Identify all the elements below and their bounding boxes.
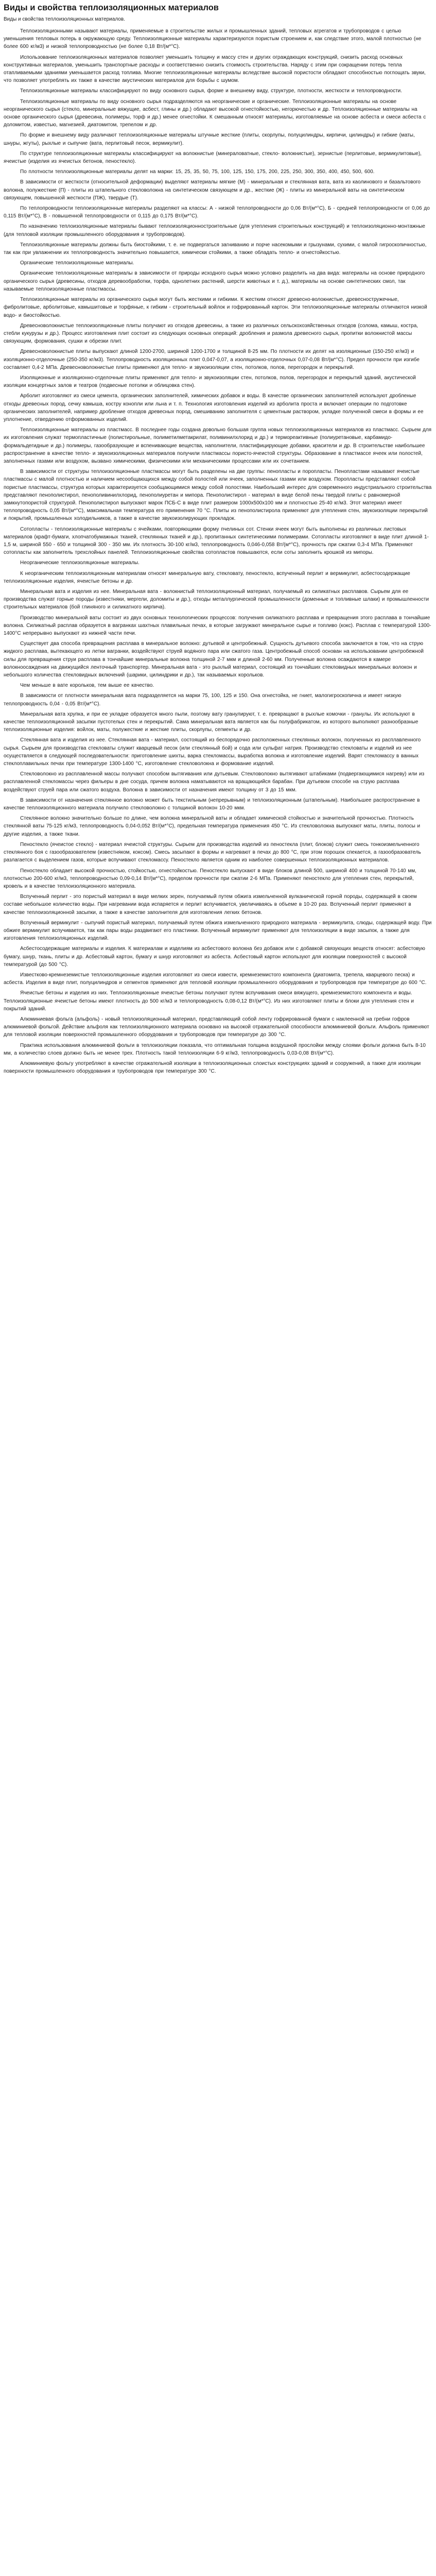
article-paragraph: Стеклянное волокно значительно больше по длине, чем волокна минеральной ваты и обладает химической стойкостью и значительной прочностью. Плотность стеклянной ваты 75-125 кг/м3, теплопроводность 0,04-0,052 Вт/(м*°С), предельная температура применения 450 °С. Из стекловолокна выпускают маты, плиты, полосы и другие изделия, а также ткани.: [4, 816, 421, 837]
article-paragraph: В зависимости от жесткости (относительной деформации) выделяют материалы мягкие (М) - минеральная и стеклянная вата, вата из каолинового и базальтового волокна, полужесткие (П) - плиты из штапельного стекловолокна на синтетическом связующем и др., жесткие (Ж) - плиты из минеральной ваты на синтетическом связующем, повышенной жесткости (ПЖ), твердые (Т).: [4, 179, 421, 201]
article-paragraph: Стеклянная вата и изделия из нее. Стеклянная вата - материал, состоящий из беспорядочно расположенных стеклянных волокон, полученных из расплавленного сырья. Сырьем для производства стекловаты служит кварцевый песок (или стеклянный бой) и сода или сульфат натрия. Производство стекловаты и изделий из нее осуществляется в следующей последовательности: приготовление шихты, варка стекломассы, выработка волокна и изготовление изделий. Варят стекломассу в ванных стеклоплавильных печах при температуре 1300-1400 °С, изготовление стекловолокна и формование изделий.: [4, 737, 421, 767]
article-paragraph: Теплоизоляционные материалы должны быть биостойкими, т. е. не подвергаться загниванию и порче насекомыми и грызунами, сухими, с малой гигроскопичностью, так как при увлажнении их теплопроводность значительно повышается, химически стойкими, а также обладать тепло- и огнестойкостью.: [4, 242, 427, 256]
article-paragraph: По форме и внешнему виду различают теплоизоляционные материалы штучные жесткие (плиты, скорлупы, полуцилиндры, кирпичи, цилиндры) и гибкие (маты, шнуры, жгуты), рыхлые и сыпучие (вата, перлитовый песок, вермикулит).: [4, 132, 415, 146]
article-paragraph: Существует два способа превращения расплава в минеральное волокно: дутьевой и центробежный. Сущность дутьевого способа заключается в том, что на струю жидкого расплава, вытекающего из летки вагранки, воздействуют струей водяного пара или сжатого газа. Центробежный способ основан на использовании центробежной силы для превращения струи расплава в тончайшие минеральные волокна толщиной 2-7 мкм и длиной 2-60 мм. Полученные волокна осаждаются в камере волокноосаждения на движущийся ленточный транспортер. Минеральная вата - это рыхлый материал, состоящий из тончайших стекловидных минеральных волокон и небольшого количества стекловидных включений (шарики, цилиндрики и др.), так называемых корольков.: [4, 641, 424, 679]
article-paragraph: Теплоизоляционные материалы классифицируют по виду основного сырья, форме и внешнему виду, структуре, плотности, жесткости и теплопроводности.: [20, 88, 403, 94]
article-paragraph: Алюминиевую фольгу употребляют в качестве отражательной изоляции в теплоизоляционных слоистых конструкциях зданий и сооружений, а также для изоляции поверхности промышленного оборудования и трубопроводов при температуре 300 °С.: [4, 1060, 421, 1075]
article-paragraph: В зависимости от плотности минеральная вата подразделяется на марки 75, 100, 125 и 150. Она огнестойка, не гниет, малогигроскопична и имеет низкую теплопроводность 0,04 - 0,05 Вт/(м*°С).: [4, 693, 402, 707]
article-paragraph: Производство минеральной ваты состоит из двух основных технологических процессов: получения силикатного расплава и превращения этого расплава в тончайшие волокна. Силикатный расплав образуется в вагранках шахтных плавильных печах, в которые загружают минеральное сырье и топливо (кокс). Расплав с температурой 1300-1400°С непрерывно выпускают из нижней части печи.: [4, 615, 431, 637]
article-paragraph: Неорганические теплоизоляционные материалы.: [20, 560, 139, 566]
article-paragraph: Известково-кремнеземистые теплоизоляционные изделия изготовляют из смеси извести, кремнеземистого компонента (диатомита, трепела, кварцевого песка) и асбеста. Изделия в виде плит, полуцилиндров и сегментов применяют для тепловой изоляции промышленного оборудования и трубопроводов при температуре до 600 °С.: [4, 972, 427, 986]
article-paragraph: Теплоизоляционные материалы из пластмасс. В последнее годы создана довольно большая группа новых теплоизоляционных материалов из пластмасс. Сырьем для их изготовления служат термопластичные (полистирольные, полиметилметакрилат, поливинилхлорид и др.) и термореактивные (полиуретановые, карбамидо-формальдегидные и др.) полимеры, газообразующие и вспенивающие вещества, наполнители, пластифицирующие добавки, красители и др. В строительстве наибольшее распространение в качестве тепло- и звукоизоляционных материалов получили пластмассы пористо-ячеистой структуры. Образование в пластмассе ячеек или полостей, заполненных газами или воздухом, вызвано химическими, физическими или механическими процессами или их сочетанием.: [4, 427, 432, 464]
article-paragraph: Теплоизоляционные материалы по виду основного сырья подразделяются на неорганические и органические. Теплоизоляционные материалы на основе неорганического сырья (стекло, минеральные вяжущие, асбест, глины и др.) обладают высокой огнестойкостью, негорючестью и др. Теплоизоляционные материалы на основе органического сырья (древесина, полимеры, торф и др.) менее огнестойки. К смешанным относят материалы, изготовляемые на основе асбеста и смеси асбеста с доломитом, известью, магнезией, диатомитом, трепелом и др.: [4, 98, 426, 128]
article-paragraph: Минеральная вата хрупка, и при ее укладке образуется много пыли, поэтому вату гранулируют, т. е. превращают в рыхлые комочки - гранулы. Их используют в качестве теплоизоляционной засыпки пустотелых стен и перекрытий. Сама минеральная вата является как бы полуфабрикатом, из которого выполняют разнообразные теплоизоляционные изделия: войлок, маты, полужесткие и жесткие плиты, скорлупы, сегменты и др.: [4, 711, 418, 733]
article: [0, 0, 436, 1081]
article-paragraph: Органические теплоизоляционные материалы в зависимости от природы исходного сырья можно условно разделить на два вида: материалы на основе природного органического сырья (древесины, отходов деревообработки, торфа, однолетних растений, шерсти животных и т. д.), материалы на основе синтетических смол, так называемые теплоизоляционные пластмассы.: [4, 270, 425, 292]
article-paragraph: Сотопласты - теплоизоляционные материалы с ячейками, повторяющими форму пчелиных сот. Стенки ячеек могут быть выполнены из различных листовых материалов (крафт-бумаги, хлопчатобумажных тканей, стеклянных тканей и др.), пропитанных синтетическими полимерами. Сотопласты изготовляют в виде плит длиной 1-1,5 м, шириной 550 - 650 и толщиной 300 - 350 мм. Их плотность 30-100 кг/м3, теплопроводность 0,046-0,058 Вт/(м*°С), прочность при сжатии 0,3-4 МПа. Применяют сотопласты как заполнитель трехслойных панелей. Теплоизоляционные свойства сотопластов повышаются, если соты заполнить крошкой из мипоры.: [4, 526, 429, 556]
article-paragraph: Использование теплоизоляционных материалов позволяет уменьшить толщину и массу стен и других ограждающих конструкций, снизить расход основных конструктивных материалов, уменьшить транспортные расходы и соответственно снизить стоимость строительства. Наряду с этим при сокращении потерь тепла отапливаемыми зданиями уменьшается расход топлива. Многие теплоизоляционные материалы вследствие высокой пористости обладают способностью поглощать звуки, что позволяет употреблять их также в качестве акустических материалов для борьбы с шумом.: [4, 54, 426, 84]
article-paragraph: Вспученный вермикулит - сыпучий пористый материал, получаемый путем обжига измельченного природного материала - вермикулита, слюды, содержащей воду. При обжиге вермикулит вспучивается, так как пары воды раздвигают его пластинки. Вспученный вермикулит применяют для теплоизоляции в виде засыпок, а также для изготовления теплоизоляционных изделий.: [4, 920, 432, 942]
article-paragraph: К неорганическим теплоизоляционным материалам относят минеральную вату, стекловату, пеностекло, вспученный перлит и вермикулит, асбестосодержащие теплоизоляционные изделия, ячеистые бетоны и др.: [4, 570, 410, 584]
article-paragraph: Теплоизоляционные материалы из органического сырья могут быть жесткими и гибкими. К жестким относят древесно-волокнистые, древесностружечные, фибролитовые, арболитовые, камышитовые и торфяные, к гибким - строительный войлок и гофрированный картон. Эти теплоизоляционные материалы отличаются низкой водо- и биостойкостью.: [4, 297, 427, 318]
article-paragraph: Древесноволокнистые теплоизоляционные плиты получают из отходов древесины, а также из различных сельскохозяйственных отходов (солома, камыш, костра, стебли кукурузы и др.). Процесс изготовления плит состоит из следующих основных операций: дробления и размола древесного сырья, пропитки волокнистой массы связующим, формования, сушки и обрезки плит.: [4, 323, 418, 345]
article-paragraph: По структуре теплоизоляционные материалы классифицируют на волокнистые (минераловатные, стекло- волокнистые), зернистые (перлитовые, вермикулитовые), ячеистые (изделия из ячеистых бетонов, пеностекло).: [4, 150, 422, 165]
article-title: Виды и свойства теплоизоляционных материалов: [4, 3, 219, 12]
article-paragraph: Изоляционные и изоляционно-отделочные плиты применяют для тепло- и звукоизоляции стен, потолков, полов, перегородок и перекрытий зданий, акустической изоляции концертных залов и театров (подвесные потолки и облицовка стен).: [4, 375, 416, 389]
article-body: [4, 27, 432, 1075]
article-paragraph: Асбестосодержащие материалы и изделия. К материалам и изделиям из асбестового волокна без добавок или с добавкой связующих веществ относят: асбестовую бумагу, шнур, ткань, плиты и др. Асбестовый картон, бумагу и шнур изготовляют из асбеста. Асбестовый картон используют для изоляции поверхностей с высокой температурой (до 500 °С).: [4, 946, 425, 968]
article-paragraph: Пеностекло (ячеистое стекло) - материал ячеистой структуры. Сырьем для производства изделий из пеностекла (плит, блоков) служит смесь тонкоизмельченного стеклянного боя с газообразователем (известняком, коксом). Смесь засыпают в формы и нагревают в печах до 800 °С, при этом порошок спекается, а газообразователь разлагается с выделением газов, которые вспучивают стекломассу. Пеностекло является одним из наиболее совершенных теплоизоляционных материалов.: [4, 841, 421, 863]
article-paragraph: По теплопроводности теплоизоляционные материалы разделяют на классы: А - низкой теплопроводности до 0,06 Вт/(м*°С), Б - средней теплопроводности от 0,06 до 0,115 Вт/(м*°С), В - повышенной теплопроводности от 0,115 до 0,175 Вт/(м*°С).: [4, 206, 430, 219]
article-paragraph: По назначению теплоизоляционные материалы бывают теплоизоляционностроительные (для утепления строительных конструкций) и теплоизоляционно-монтажные (для тепловой изоляции промышленного оборудования и трубопроводов).: [4, 224, 425, 238]
article-paragraph: Теплоизоляционными называют материалы, применяемые в строительстве жилых и промышленных зданий, тепловых агрегатов и трубопроводов с целью уменьшения тепловых потерь в окружающую среду. Теплоизоляционные материалы характеризуются пористым строением и, как следствие этого, малой плотностью (не более 600 кг/м3) и низкой теплопроводностью (не более 0,18 Вт/(м*°С).: [4, 28, 422, 50]
article-paragraph: Стекловолокно из расплавленной массы получают способом вытягивания или дутьевым. Стекловолокно вытягивают штабиками (подвергающимися нагреву) или из расплавленной стекломассы через фильеры в дне сосуда, причем волокна наматываются на вращающийся барабан. При дутьевом способе на струю расплава воздействуют струей пара или сжатого воздуха. Волокна в зависимости от назначения имеют толщину от 3 до 15 мкм.: [4, 771, 425, 793]
article-subtitle: Виды и свойства теплоизоляционных материалов.: [4, 16, 125, 22]
article-paragraph: Пеностекло обладает высокой прочностью, стойкостью, огнестойкостью. Пеностекло выпускают в виде блоков длиной 500, шириной 400 и толщиной 70-140 мм, плотностью 200-600 кг/м3, теплопроводностью 0,09-0,14 Вт/(м*°С), пределом прочности при сжатии 2-6 МПа. Применяют пеностекло для утепления стен, перекрытий, кровель и в качестве теплоизоляционного материала.: [4, 868, 416, 889]
article-paragraph: Минеральная вата и изделия из нее. Минеральная вата - волокнистый теплоизоляционный материал, получаемый из силикатных расплавов. Сырьем для ее производства служат горные породы (известняки, мергели, доломиты и др.), отходы металлургической промышленности (доменные и топливные шлаки) и промышленности строительных материалов (бой глиняного и силикатного кирпича).: [4, 589, 429, 611]
article-paragraph: Алюминиевая фольга (альфоль) - новый теплоизоляционный материал, представляющий собой ленту гофрированной бумаги с наклеенной на гребни гофров алюминиевой фольгой. Действие альфоля как теплоизоляционного материала основано на высокой отражательной способности алюминиевой фольги. Альфоль применяют для тепловой изоляции поверхностей промышленного оборудования и трубопроводов при температуре до 300 °С.: [4, 1016, 429, 1038]
article-paragraph: Чем меньше в вате корольков, тем выше ее качество.: [20, 683, 154, 689]
article-paragraph: Органические теплоизоляционные материалы.: [20, 260, 134, 266]
article-paragraph: В зависимости от структуры теплоизоляционные пластмассы могут быть разделены на две группы: пенопласты и поропласты. Пенопластами называют ячеистые пластмассы с малой плотностью и наличием несообщающихся между собой полостей или ячеек, заполненных газами или воздухом. Поропласты представляют собой пористые пластмассы, структура которых характеризуется сообщающимися между собой полостями. Наибольший интерес для современного индустриального строительства представляют пенополистирол, пенополивинилхлорид, пенополиуретан и мипора. Пенополистирол - материал в виде белой пены твердой плиты с равномерной замкнутопористой структурой. Пенополистирол выпускают марок ПСБ-С в виде плит размером 1000х500х100 мм и плотностью 25-40 кг/м3. Этот материал имеет теплопроводность 0,05 Вт/(м*°С), максимальная температура его применения 70 °С. Плиты из пенополистирола применяют для утепления стен, звукоизоляции перекрытий и покрытий, промышленных холодильников, а также в качестве звукоизолирующих прокладок.: [4, 469, 432, 522]
article-paragraph: В зависимости от назначения стеклянное волокно может быть текстильным (непрерывным) и теплоизоляционным (штапельным). Наибольшее распространение в качестве теплоизоляционного материала получило стекловолокно с толщиной волокон 10-20 мкм.: [4, 797, 420, 811]
article-paragraph: По плотности теплоизоляционные материалы делят на марки: 15, 25, 35, 50, 75, 100, 125, 150, 175, 200, 225, 250, 300, 350, 400, 450, 500, 600.: [20, 169, 375, 175]
article-paragraph: Ячеистые бетоны и изделия из них. Теплоизоляционные ячеистые бетоны получают путем вспучивания смеси вяжущего, кремнеземистого компонента и воды. Теплоизоляционные ячеистые бетоны имеют плотность до 500 кг/м3 и теплопроводность 0,08-0,12 Вт/(м*°С). Из них изготовляют плиты и блоки для утепления стен и покрытий зданий.: [4, 990, 414, 1012]
article-paragraph: Арболит изготовляют из смеси цемента, органических заполнителей, химических добавок и воды. В качестве органических заполнителей используют дробленые отходы древесных пород, сечку камыша, костру конопли или льна и т. п. Технология изготовления изделий из арболита проста и включает операции по подготовке органических заполнителей, например дробление отходов древесных пород, смешиванию заполнителя с цементным раствором, укладке полученной смеси в формы и ее уплотнение, отвердению отформованных изделий.: [4, 393, 424, 422]
article-paragraph: Практика использования алюминиевой фольги в теплоизоляции показала, что оптимальная толщина воздушной прослойки между слоями фольги должна быть 8-10 мм, а количество слоев должно быть не менее трех. Плотность такой теплоизоляции 6-9 кг/м3, теплопроводность 0,03-0,08 Вт/(м*°С).: [4, 1042, 426, 1056]
article-paragraph: Вспученный перлит - это пористый материал в виде мелких зерен, получаемый путем обжига измельченной вулканической горной породы, содержащей в своем составе небольшое количество воды. При нагревании вода испаряется и перлит вспучивается, увеличиваясь в объеме в 10-20 раз. Вспученный перлит применяют в качестве теплоизоляционной засыпки, а также в качестве заполнителя для изготовления легких бетонов.: [4, 894, 417, 916]
article-paragraph: Древесноволокнистые плиты выпускают длиной 1200-2700, шириной 1200-1700 и толщиной 8-25 мм. По плотности их делят на изоляционные (150-250 кг/м3) и изоляционно-отделочные (250-350 кг/м3). Теплопроводность изоляционных плит 0,047-0,07, а изоляционно-отделочных 0,07-0,08 Вт/(м*°С). Предел прочности при изгибе составляет 0,4-2 МПа. Древесноволокнистые плиты применяют для тепло- и звукоизоляции стен, потолков, полов, перегородок и перекрытий.: [4, 349, 420, 370]
